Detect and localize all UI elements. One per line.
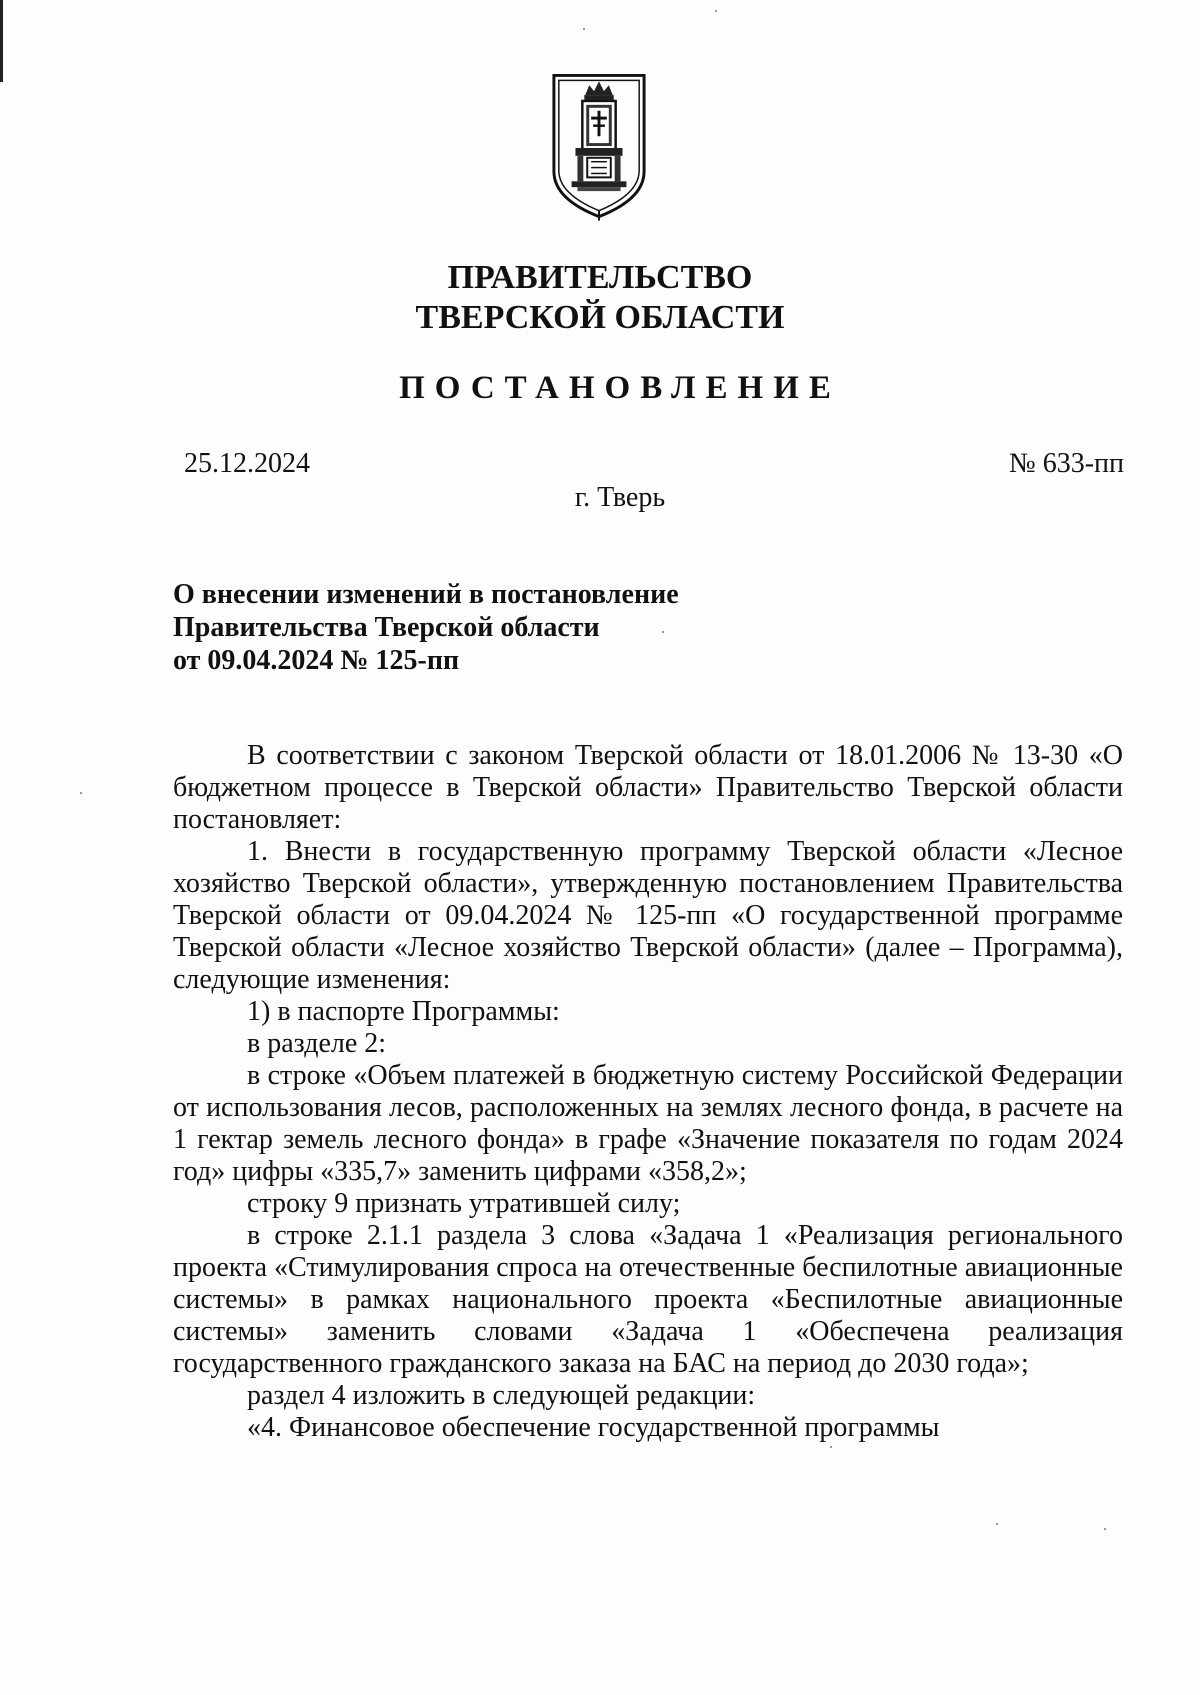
- paragraph-row-2-1-1: в строке 2.1.1 раздела 3 слова «Задача 1 «Реализация регионального проекта «Стимулирования спроса на отечественные беспилотные авиационные системы» в рамках национального проекта «Беспилотные авиационные системы» заменить словами «Задача 1 «Обеспечена реализация государственного гражданского заказа на БАС на период до 2030 года»;: [173, 1220, 1123, 1379]
- document-date: 25.12.2024: [184, 448, 310, 479]
- paragraph-item-1: 1. Внести в государственную программу Тверской области «Лесное хозяйство Тверской области», утвержденную постановлением Правительства Тверской области от 09.04.2024 № 125-пп «О государственной программе Тверской области «Лесное хозяйство Тверской области» (далее – Программа), следующие изменения:: [173, 836, 1123, 995]
- government-name-line2: ТВЕРСКОЙ ОБЛАСТИ: [415, 299, 785, 336]
- paragraph-passport: 1) в паспорте Программы:: [247, 996, 560, 1027]
- scan-speck: [996, 1523, 998, 1525]
- paragraph-financing-heading: «4. Финансовое обеспечение государственной программы: [247, 1412, 940, 1443]
- document-type-heading: ПОСТАНОВЛЕНИЕ: [399, 370, 841, 406]
- subject-line1: О внесении изменений в постановление: [173, 579, 679, 610]
- paragraph-section-2: в разделе 2:: [247, 1028, 387, 1059]
- document-subject: [173, 578, 679, 677]
- paragraph-preamble: В соответствии с законом Тверской области от 18.01.2006 № 13-30 «О бюджетном процессе в Тверской области» Правительство Тверской области постановляет:: [173, 740, 1123, 835]
- scan-speck: [715, 10, 717, 12]
- scan-speck: [80, 792, 82, 794]
- coat-of-arms-icon: [550, 72, 648, 222]
- subject-line3: от 09.04.2024 № 125-пп: [173, 645, 460, 676]
- paragraph-row-9: строку 9 признать утратившей силу;: [247, 1188, 681, 1219]
- paragraph-section-4: раздел 4 изложить в следующей редакции:: [247, 1380, 756, 1411]
- subject-line2: Правительства Тверской области: [173, 612, 600, 643]
- document-city: г. Тверь: [574, 482, 666, 513]
- scan-speck: [583, 28, 585, 30]
- scan-speck: [662, 631, 664, 633]
- scan-edge-mark: [0, 0, 3, 82]
- document-body: [173, 740, 1123, 1444]
- scan-speck: [830, 1446, 832, 1448]
- document-number: № 633-пп: [1008, 448, 1124, 479]
- paragraph-row-payments: в строке «Объем платежей в бюджетную систему Российской Федерации от использования лесов, расположенных на землях лесного фонда, в расчете на 1 гектар земель лесного фонда» в графе «Значение показателя по годам 2024 год» цифры «335,7» заменить цифрами «358,2»;: [173, 1060, 1123, 1187]
- government-name-line1: ПРАВИТЕЛЬСТВО: [447, 259, 753, 296]
- scan-speck: [1104, 1528, 1106, 1530]
